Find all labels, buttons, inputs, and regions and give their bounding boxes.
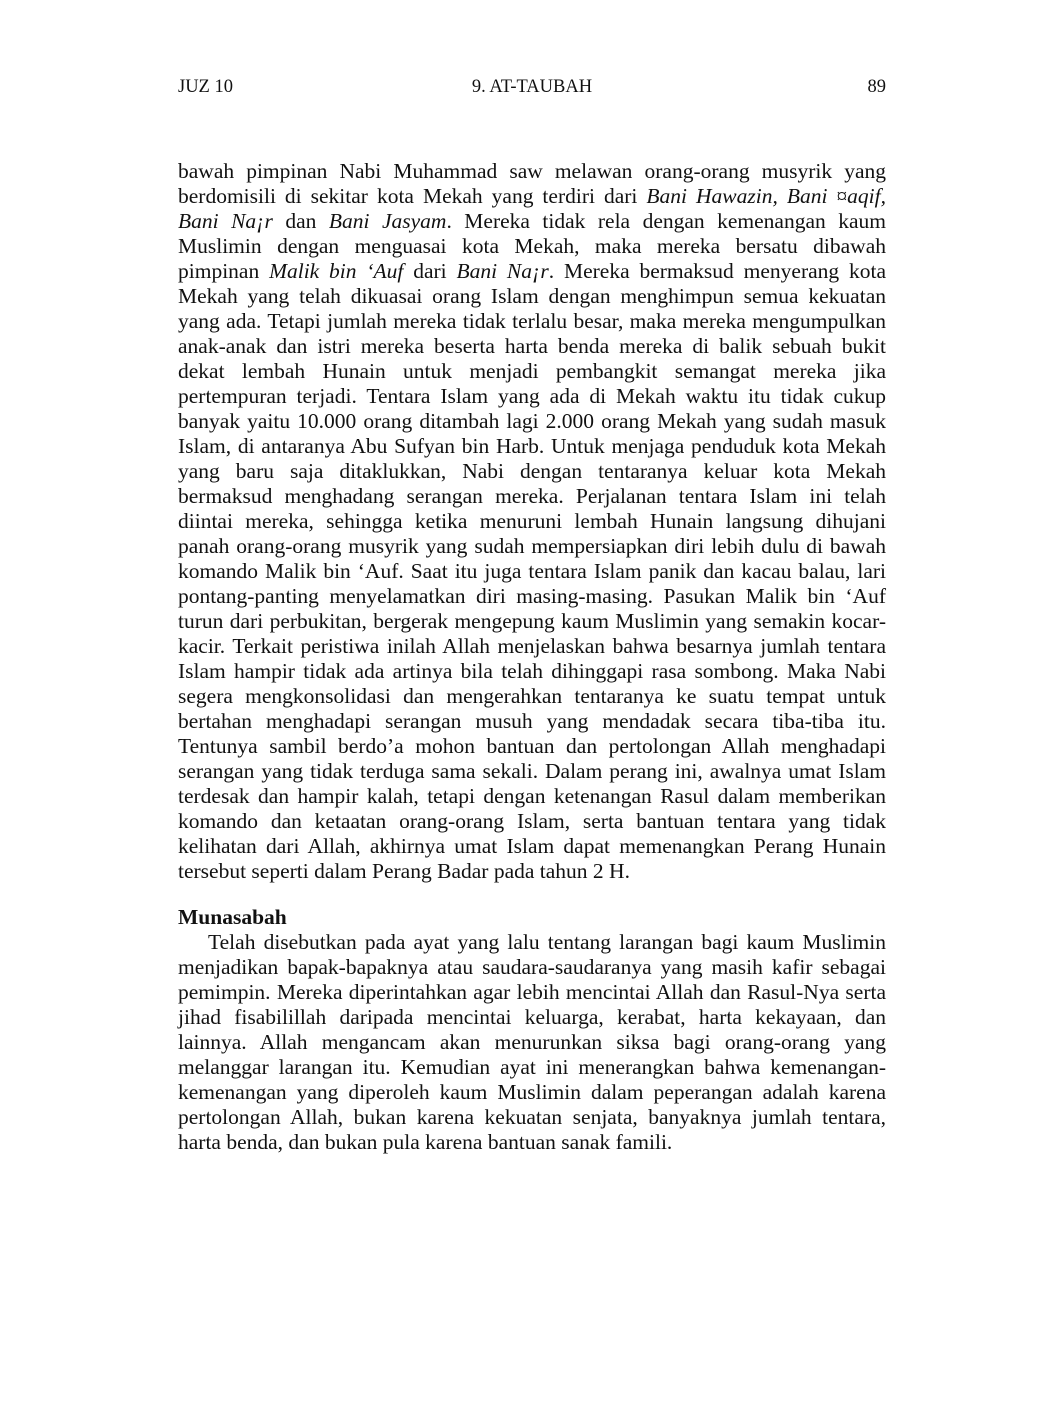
person-name: Malik bin ‘Auf [269, 259, 404, 283]
body-paragraph-hunain [178, 159, 886, 884]
running-header [178, 74, 886, 100]
text-segment: dari [403, 259, 457, 283]
text-segment: . Mereka bermaksud menyerang kota Mekah yang telah dikuasai orang Islam dengan menghimpun semua kekuatan yang ada. Tetapi jumlah mereka tidak terlalu besar, maka mereka mengumpulkan anak-anak dan istri mereka beserta harta benda mereka di balik sebuah bukit dekat lembah Hunain untuk menjadi pembangkit semangat mereka jika pertempuran terjadi. Tentara Islam yang ada di Mekah waktu itu tidak cukup banyak yaitu 10.000 orang ditambah lagi 2.000 orang Mekah yang sudah masuk Islam, di antaranya Abu Sufyan bin Harb. Untuk menjaga penduduk kota Mekah yang baru saja ditaklukkan, Nabi dengan tentaranya keluar kota Mekah bermaksud menghadang serangan mereka. Perjalanan tentara Islam ini telah diintai mereka, sehingga ketika menuruni lembah Hunain langsung dihujani panah orang-orang musyrik yang sudah mempersiapkan diri lebih dulu di bawah komando Malik bin ‘Auf. Saat itu juga tentara Islam panik dan kacau balau, lari pontang-panting menyelamatkan diri masing-masing. Pasukan Malik bin ‘Auf turun dari perbukitan, bergerak mengepung kaum Muslimin yang semakin kocar-kacir. Terkait peristiwa inilah Allah menjelaskan bahwa besarnya jumlah tentara Islam hampir tidak ada artinya bila telah dihinggapi rasa sombong. Maka Nabi segera mengkonsolidasi dan mengerahkan tentaranya ke suatu tempat untuk bertahan menghadapi serangan musuh yang mendadak secara tiba-tiba itu. Tentunya sambil berdo’a mohon bantuan dan pertolongan Allah menghadapi serangan yang tidak terduga sama sekali. Dalam perang ini, awalnya umat Islam terdesak dan hampir kalah, tetapi dengan ketenangan Rasul dalam memberikan komando dan ketaatan orang-orang Islam, serta bantuan tentara yang tidak kelihatan dari Allah, akhirnya umat Islam dapat memenangkan Perang Hunain tersebut seperti dalam Perang Badar pada tahun 2 H. [178, 259, 887, 883]
tribe-name: Bani Jasyam [328, 209, 447, 233]
tribe-names: Bani Hawazin, Bani ¤aqif, Bani Na¡r [178, 184, 886, 233]
body-paragraph-munasabah: Telah disebutkan pada ayat yang lalu tentang larangan bagi kaum Muslimin menjadikan bapak-bapaknya atau saudara-saudaranya yang masih kafir sebagai pemimpin. Mereka diperintahkan agar lebih mencintai Allah dan Rasul-Nya serta jihad fisabilillah daripada mencintai keluarga, kerabat, harta kekayaan, dan lainnya. Allah mengancam akan menurunkan siksa bagi orang-orang yang melanggar larangan itu. Kemudian ayat ini menerangkan bahwa kemenangan-kemenangan yang diperoleh kaum Muslimin dalam peperangan adalah karena pertolongan Allah, bukan karena kekuatan senjata, banyaknya jumlah tentara, harta benda, dan bukan pula karena bantuan sanak famili. [178, 930, 886, 1154]
page-number: 89 [867, 77, 886, 97]
section-heading-munasabah: Munasabah [178, 905, 287, 929]
page-body [178, 159, 886, 1155]
text-segment: dan [272, 209, 329, 233]
text-segment: bawah pimpinan Nabi Muhammad saw melawan orang-orang musyrik yang berdomisili di sekitar kota Mekah yang terdiri dari [178, 159, 886, 208]
surah-title: 9. AT-TAUBAH [471, 77, 593, 97]
text-segment: . Mereka tidak rela dengan kemenangan kaum Muslimin dengan menguasai kota Mekah, maka mereka bersatu dibawah pimpinan [178, 209, 886, 283]
juz-label: JUZ 10 [178, 77, 233, 97]
tribe-name: Bani Na¡r [456, 259, 549, 283]
